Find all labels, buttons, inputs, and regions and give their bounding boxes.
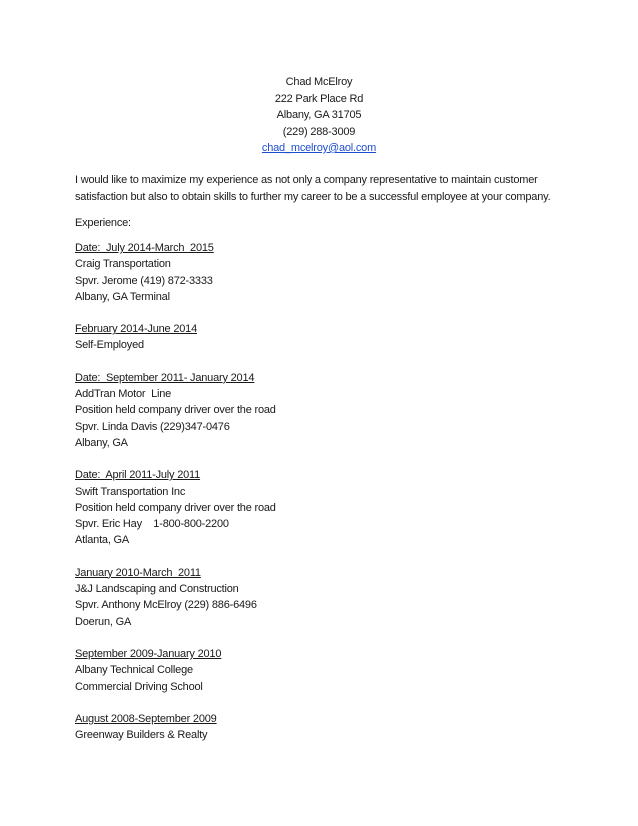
job-entry — [75, 321, 595, 354]
job-date: February 2014-June 2014 — [75, 323, 197, 336]
job-date: January 2010-March 2011 — [75, 566, 201, 579]
experience-list — [75, 240, 595, 759]
job-detail-line: Doerun, GA — [75, 615, 132, 628]
job-entry — [75, 240, 595, 305]
job-detail-line: Craig Transportation — [75, 258, 171, 271]
job-date: August 2008-September 2009 — [75, 712, 217, 725]
contact-name: Chad McElroy — [285, 76, 353, 88]
job-detail-line: Greenway Builders & Realty — [75, 729, 208, 742]
job-entry — [75, 467, 595, 548]
job-detail-line: AddTran Motor Line — [75, 388, 172, 401]
job-detail-line: Self-Employed — [75, 339, 144, 352]
job-detail-line: Spvr. Linda Davis (229)347-0476 — [75, 420, 230, 433]
contact-header — [0, 74, 638, 157]
job-detail-line: Position held company driver over the road — [75, 501, 276, 514]
job-date: Date: September 2011- January 2014 — [75, 371, 255, 384]
job-detail-line: Spvr. Anthony McElroy (229) 886-6496 — [75, 599, 257, 612]
job-detail-line: Albany Technical College — [75, 664, 193, 677]
job-detail-line: Swift Transportation Inc — [75, 485, 186, 498]
job-date: September 2009-January 2010 — [75, 647, 222, 660]
job-detail-line: Commercial Driving School — [75, 680, 203, 693]
contact-phone: (229) 288-3009 — [282, 125, 356, 138]
job-detail-line: Albany, GA — [75, 436, 128, 449]
job-entry — [75, 646, 595, 695]
contact-email-link[interactable]: chad_mcelroy@aol.com — [261, 142, 377, 154]
job-detail-line: Spvr. Eric Hay 1-800-800-2200 — [75, 518, 229, 531]
contact-street: 222 Park Place Rd — [274, 92, 364, 105]
job-date: Date: July 2014-March 2015 — [75, 242, 214, 254]
job-entry — [75, 565, 595, 630]
job-date: Date: April 2011-July 2011 — [75, 469, 201, 482]
job-detail-line: Atlanta, GA — [75, 534, 130, 547]
objective-paragraph: I would like to maximize my experience as not only a company representative to maintain customer satisfaction but also to obtain skills to further my career to be a successful employee at your company. — [75, 174, 551, 203]
job-detail-line: Albany, GA Terminal — [75, 290, 170, 303]
experience-heading: Experience: — [75, 217, 131, 229]
job-detail-line: J&J Landscaping and Construction — [75, 583, 239, 596]
job-entry — [75, 711, 595, 744]
job-detail-line: Position held company driver over the road — [75, 404, 276, 417]
job-entry — [75, 370, 595, 451]
job-detail-line: Spvr. Jerome (419) 872-3333 — [75, 274, 213, 287]
contact-city: Albany, GA 31705 — [276, 109, 362, 121]
